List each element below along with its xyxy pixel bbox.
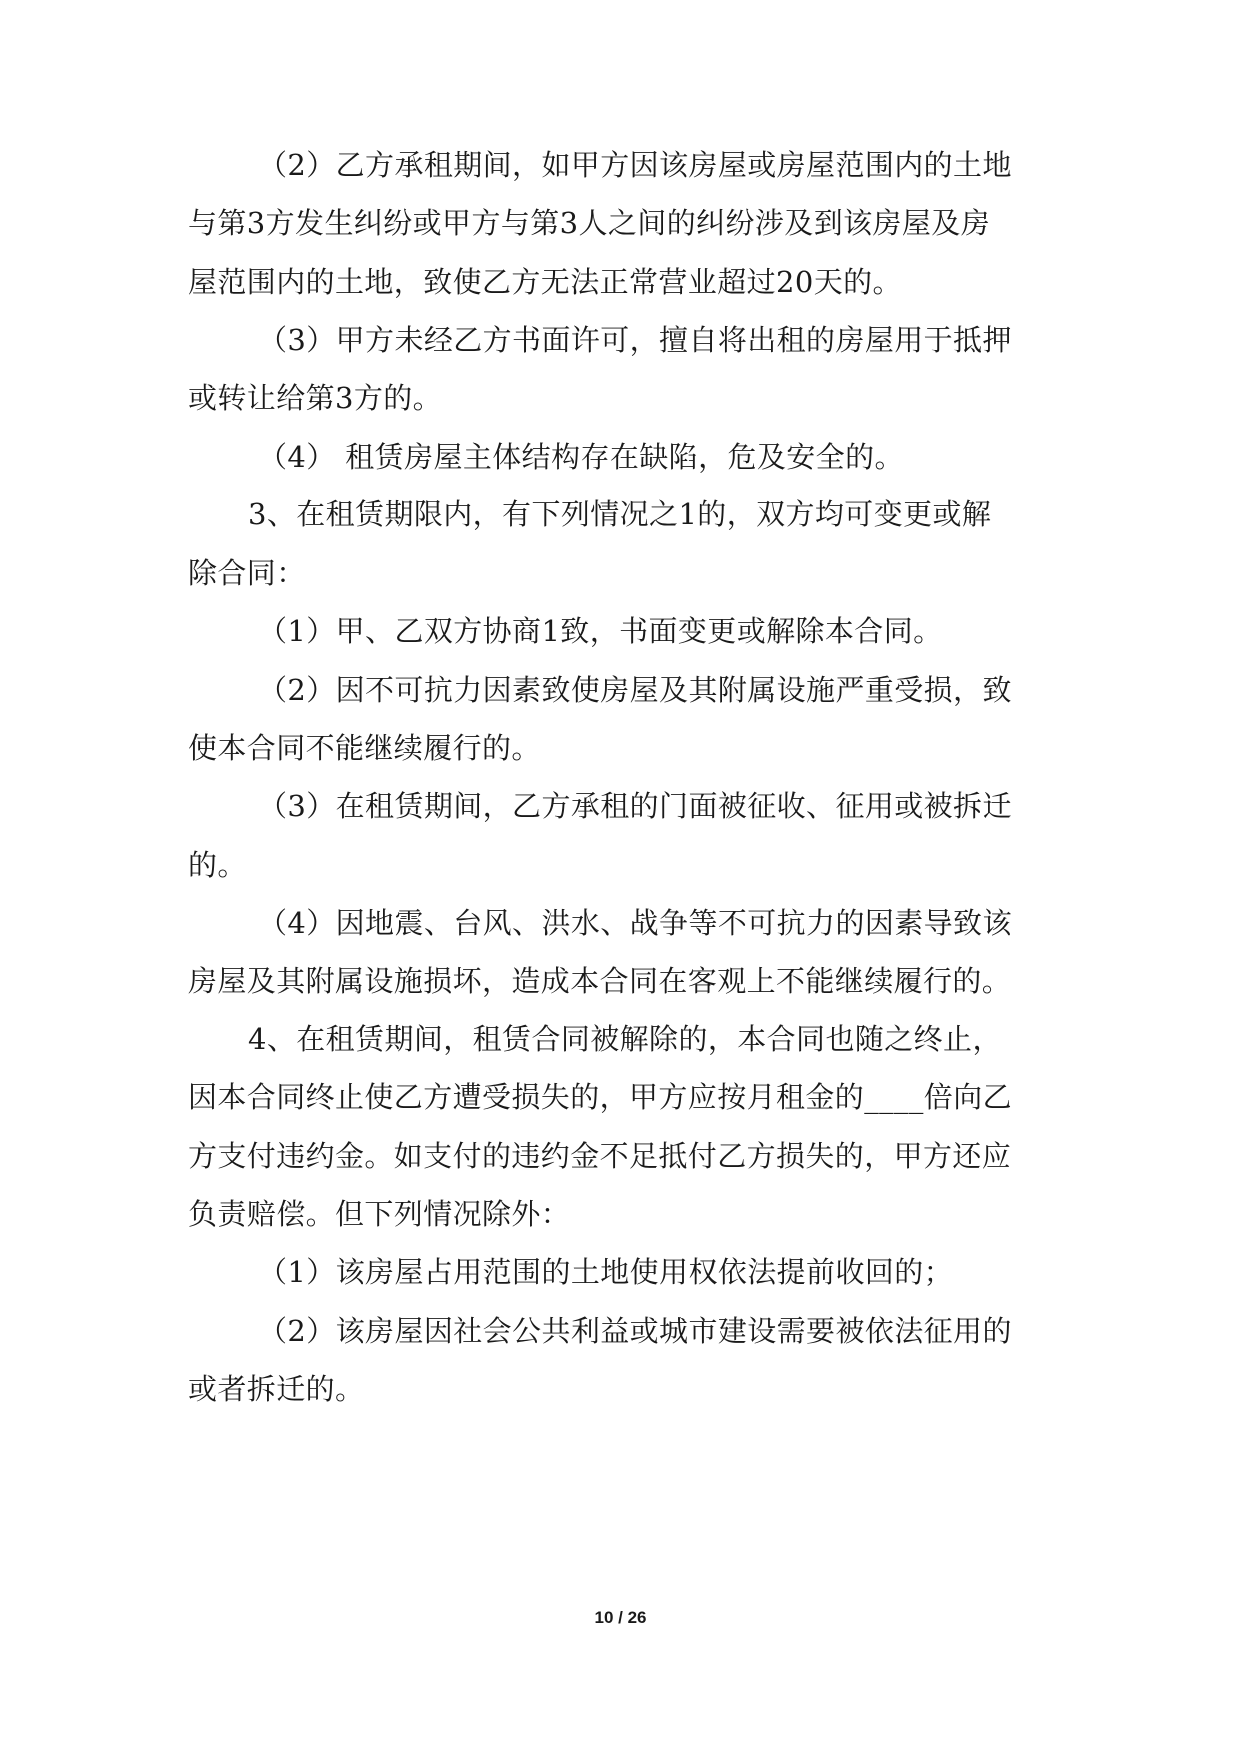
text-line: 因本合同终止使乙方遭受损失的，甲方应按月租金的____倍向乙 xyxy=(188,1080,1013,1114)
text-line: 的。 xyxy=(188,848,247,882)
text-line: 与第3方发生纠纷或甲方与第3人之间的纠纷涉及到该房屋及房 xyxy=(188,206,991,240)
text-line: 房屋及其附属设施损坏，造成本合同在客观上不能继续履行的。 xyxy=(188,964,1012,998)
text-line: 或者拆迁的。 xyxy=(188,1372,365,1406)
text-line: 使本合同不能继续履行的。 xyxy=(188,731,541,765)
text-line: （1）甲、乙双方协商1致，书面变更或解除本合同。 xyxy=(258,614,943,648)
text-line: （2）乙方承租期间，如甲方因该房屋或房屋范围内的土地 xyxy=(258,148,1012,182)
text-line: 屋范围内的土地，致使乙方无法正常营业超过20天的。 xyxy=(188,265,902,299)
text-line: （2）因不可抗力因素致使房屋及其附属设施严重受损，致 xyxy=(258,673,1012,707)
text-line: 除合同： xyxy=(188,556,306,590)
text-line: （1）该房屋占用范围的土地使用权依法提前收回的； xyxy=(258,1255,954,1289)
text-line: （4） 租赁房屋主体结构存在缺陷，危及安全的。 xyxy=(258,440,904,474)
text-line: 4、在租赁期间，租赁合同被解除的，本合同也随之终止， xyxy=(248,1022,1002,1056)
text-line: （2）该房屋因社会公共利益或城市建设需要被依法征用的 xyxy=(258,1314,1012,1348)
page-number: 10 / 26 xyxy=(594,1608,647,1627)
text-line: 负责赔偿。但下列情况除外： xyxy=(188,1197,571,1231)
text-line: （4）因地震、台风、洪水、战争等不可抗力的因素导致该 xyxy=(258,906,1012,940)
text-line: 或转让给第3方的。 xyxy=(188,381,443,415)
text-line: 3、在租赁期限内，有下列情况之1的，双方均可变更或解 xyxy=(248,497,992,531)
text-line: （3）在租赁期间，乙方承租的门面被征收、征用或被拆迁 xyxy=(258,789,1012,823)
text-line: 方支付违约金。如支付的违约金不足抵付乙方损失的，甲方还应 xyxy=(188,1139,1012,1173)
text-line: （3）甲方未经乙方书面许可，擅自将出租的房屋用于抵押 xyxy=(258,323,1012,357)
